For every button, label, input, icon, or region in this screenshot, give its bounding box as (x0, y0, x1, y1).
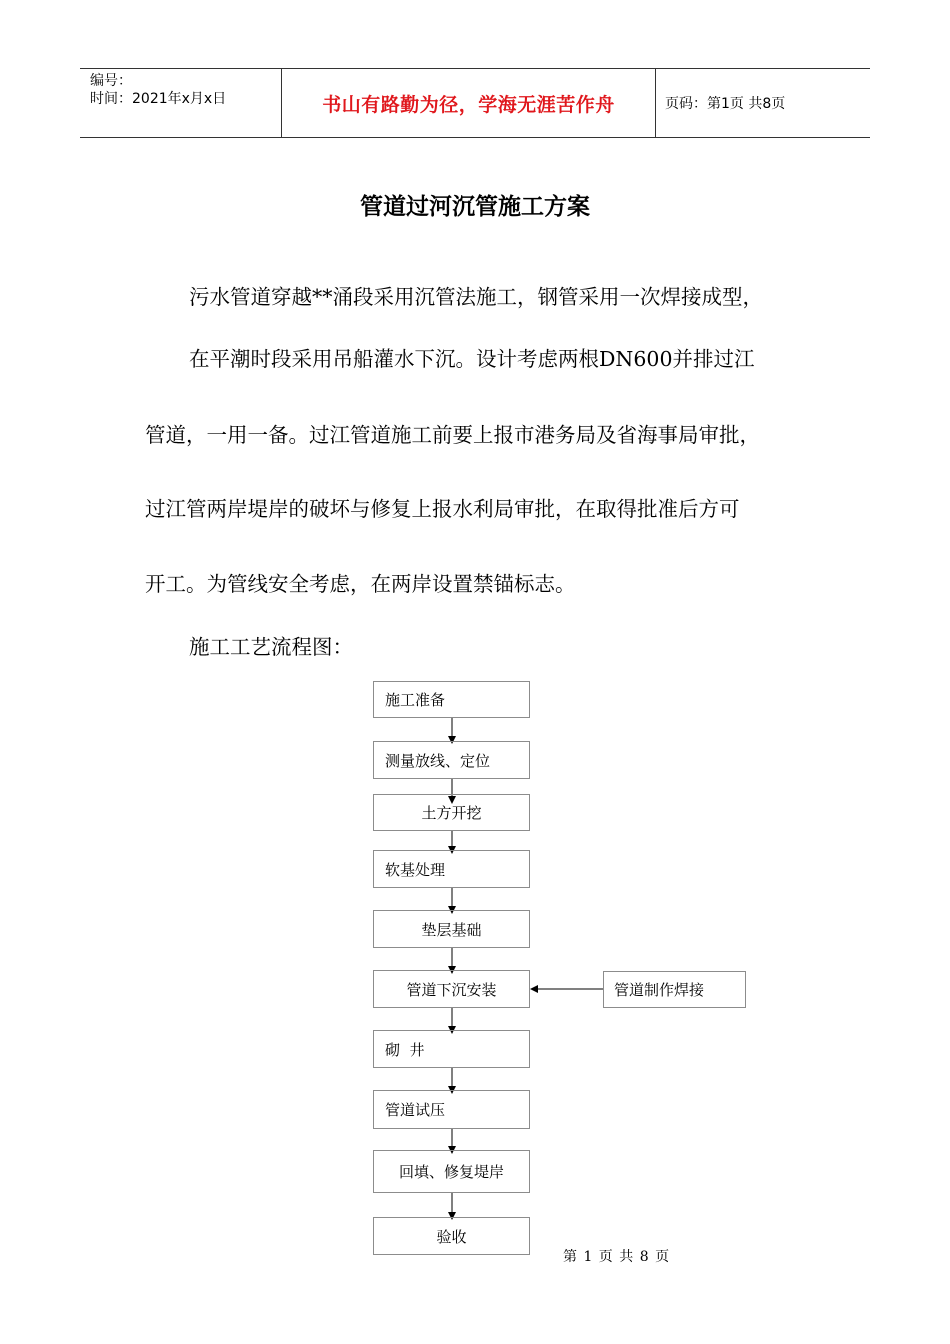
page-footer: 第 1 页 共 8 页 (563, 1249, 671, 1265)
flow-step: 垫层基础 (373, 910, 530, 948)
paragraph-line: 开工。为管线安全考虑，在两岸设置禁锚标志。 (145, 572, 576, 596)
flow-step: 软基处理 (373, 850, 530, 888)
header-page-info: 页码：第1页 共8页 (665, 96, 786, 112)
flow-step: 回填、修复堤岸 (373, 1150, 530, 1193)
document-date: 时间：2021年x月x日 (90, 91, 227, 107)
flow-step: 砌 井 (373, 1030, 530, 1068)
flow-step: 施工准备 (373, 681, 530, 718)
flow-side-step: 管道制作焊接 (603, 971, 746, 1008)
paragraph-line: 在平潮时段采用吊船灌水下沉。设计考虑两根DN600并排过江 (189, 347, 755, 371)
paragraph-line: 过江管两岸堤岸的破坏与修复上报水利局审批，在取得批准后方可 (145, 497, 740, 521)
motto-text: 书山有路勤为径，学海无涯苦作舟 (322, 93, 615, 116)
flow-step: 土方开挖 (373, 794, 530, 831)
document-number-label: 编号： (90, 73, 132, 89)
flowchart-heading: 施工工艺流程图： (189, 635, 353, 659)
paragraph-line: 污水管道穿越**涌段采用沉管法施工，钢管采用一次焊接成型， (189, 285, 763, 309)
flow-step: 验收 (373, 1217, 530, 1255)
flow-step: 测量放线、定位 (373, 741, 530, 779)
paragraph-line: 管道，一用一备。过江管道施工前要上报市港务局及省海事局审批， (145, 423, 760, 447)
flow-step: 管道试压 (373, 1090, 530, 1129)
document-title: 管道过河沉管施工方案 (360, 193, 590, 220)
flow-step: 管道下沉安装 (373, 970, 530, 1008)
